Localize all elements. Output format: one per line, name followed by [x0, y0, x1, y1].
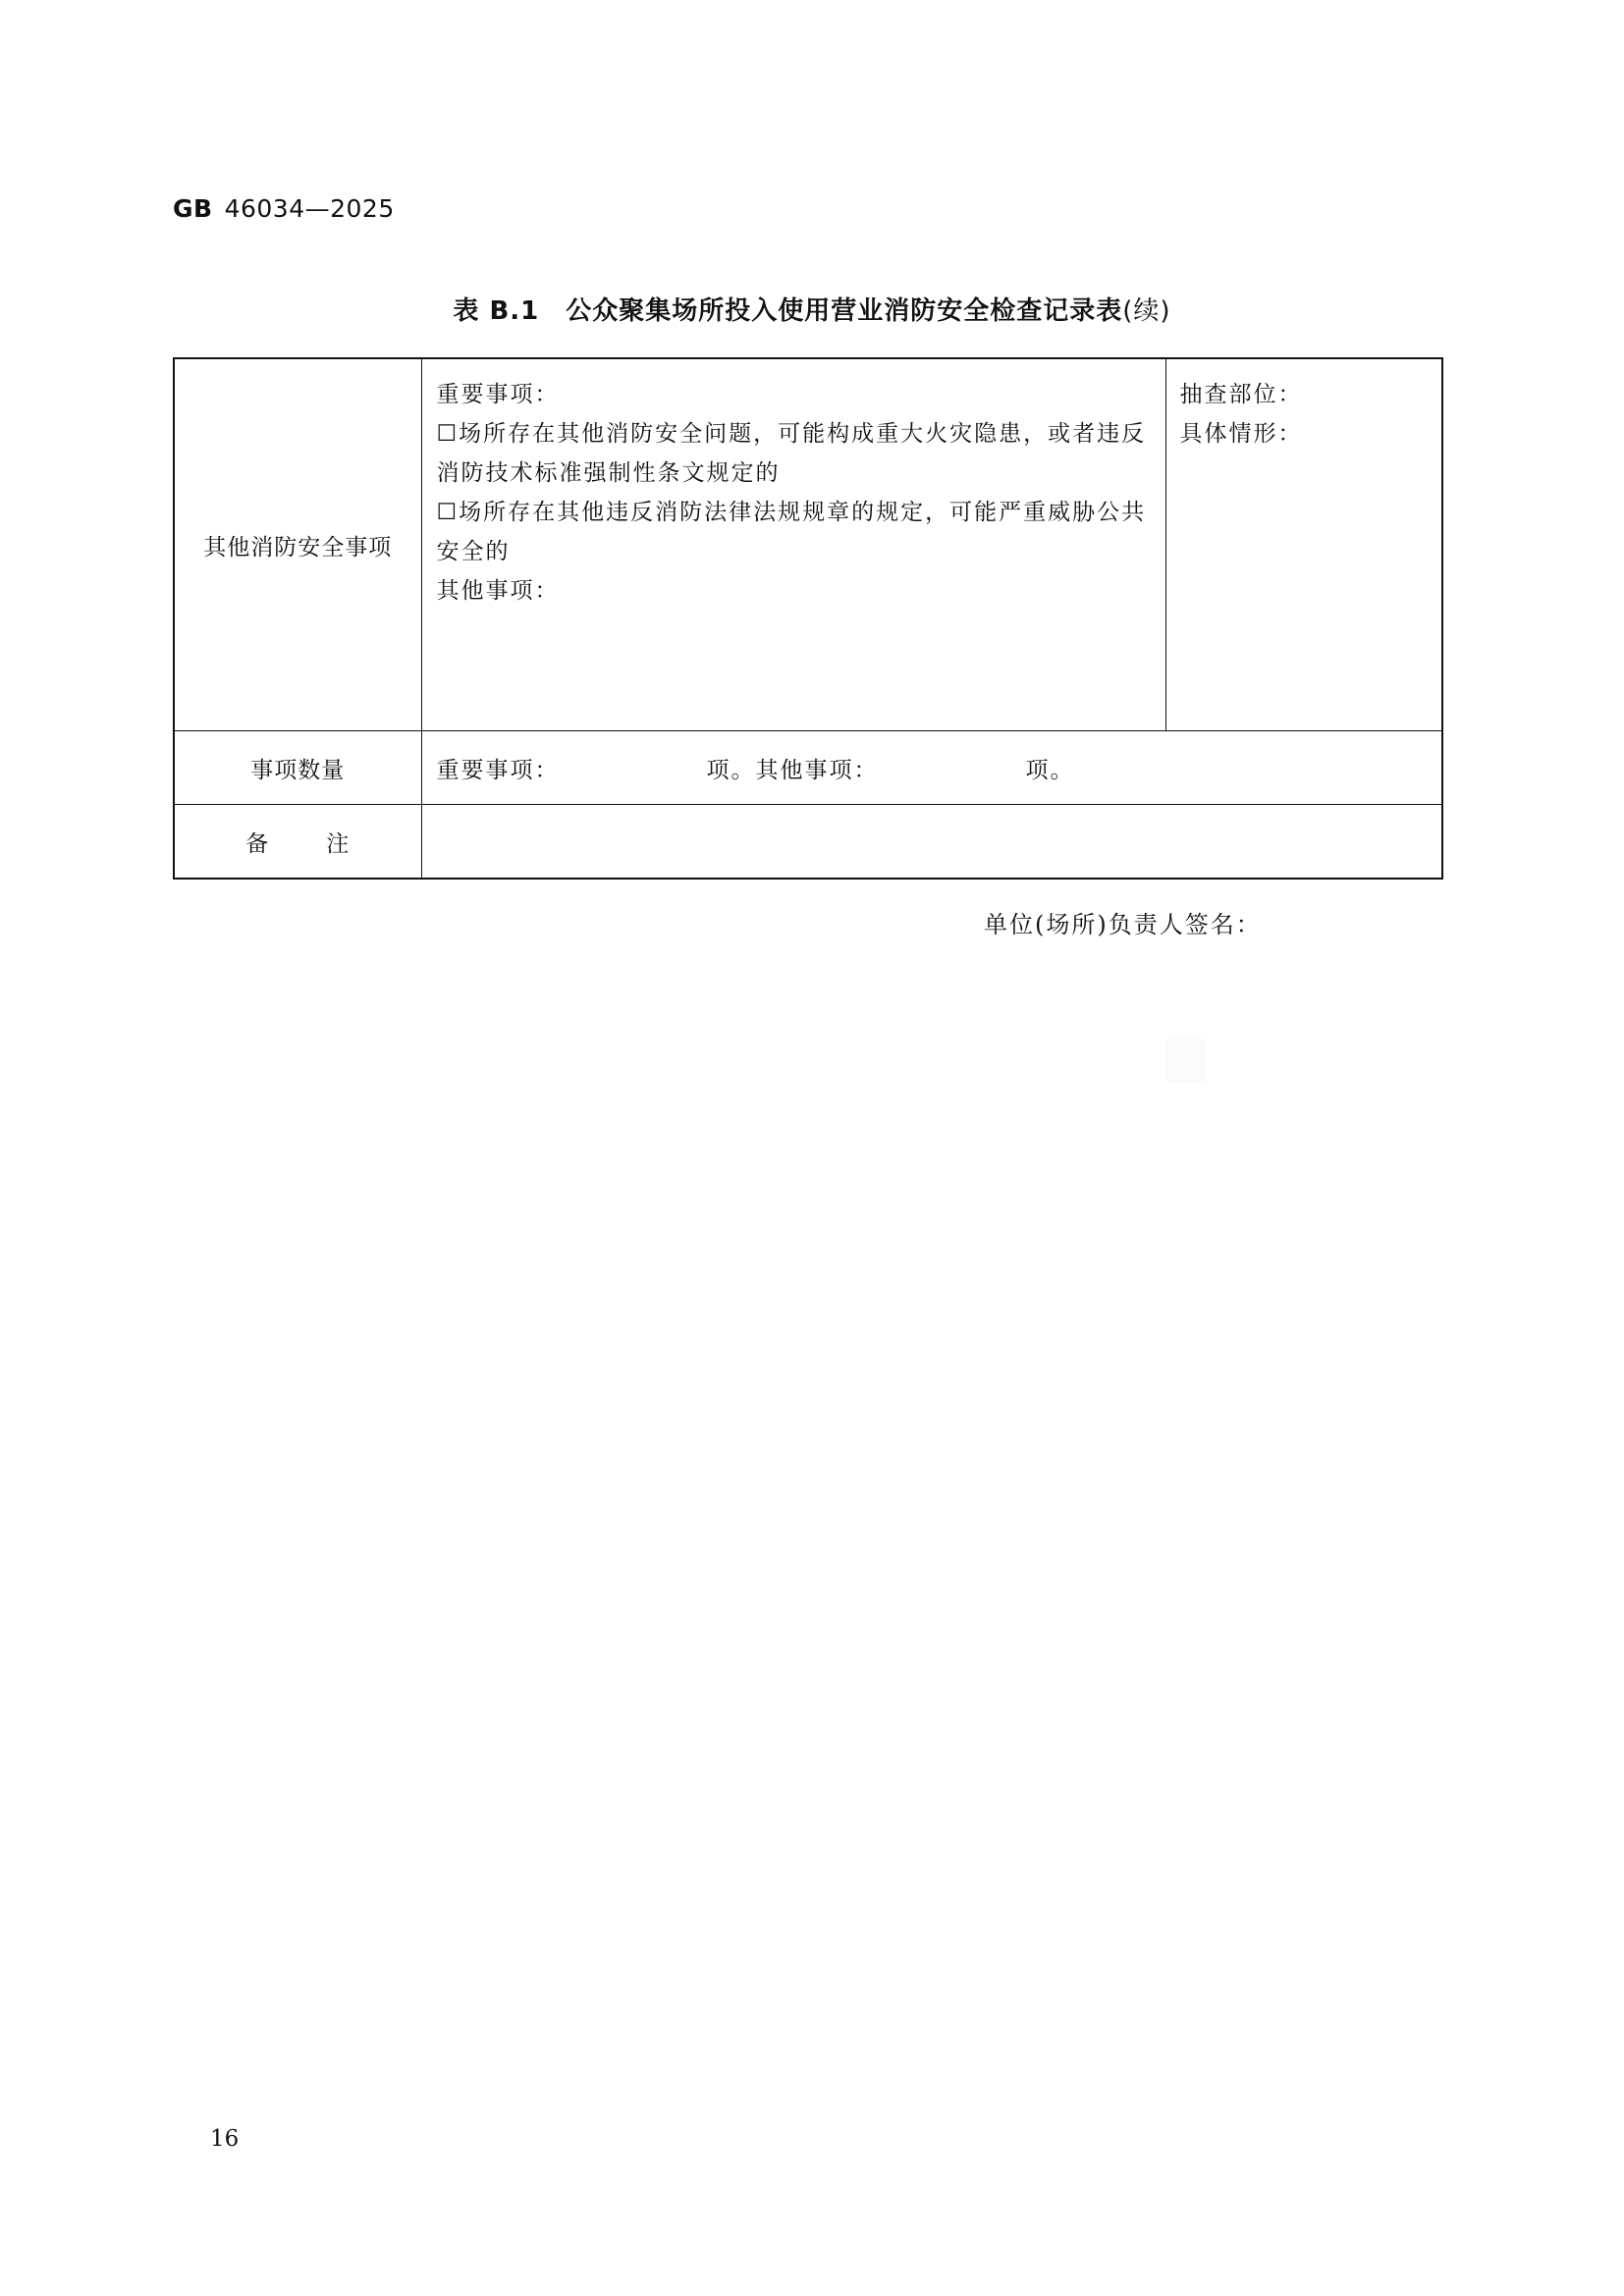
other-matters-content [421, 358, 1165, 731]
scan-artifact [1166, 1039, 1206, 1082]
count-content[interactable] [421, 731, 1442, 805]
content-line: 重要事项： [436, 382, 560, 407]
standard-prefix: GB [173, 194, 213, 223]
signature-label: 单位(场所)负责人签名： [984, 911, 1262, 938]
table-title-continued: (续) [1122, 296, 1171, 326]
content-line: 消防技术标准强制性条文规定的 [436, 460, 781, 486]
standard-number: 46034—2025 [224, 194, 395, 223]
content-line: 其他事项： [436, 578, 560, 604]
standard-header [173, 194, 395, 223]
table-title-main: 表 B.1 公众聚集场所投入使用营业消防安全检查记录表 [453, 296, 1123, 326]
remark-label [174, 805, 421, 880]
spot-check-location-label: 抽查部位： [1179, 382, 1303, 407]
other-count-label: 其他事项： [755, 757, 879, 783]
spot-check-cell[interactable] [1165, 358, 1442, 731]
remark-field[interactable] [421, 805, 1442, 880]
other-count-unit: 项。 [1025, 757, 1075, 783]
content-line: 安全的 [436, 539, 511, 564]
page-number: 16 [210, 2126, 240, 2152]
checkbox-line[interactable]: ☐场所存在其他违反消防法律法规规章的规定，可能严重威胁公共 [436, 500, 1147, 525]
important-count-label: 重要事项： [436, 757, 560, 783]
count-label: 事项数量 [174, 731, 421, 805]
inspection-record-table [173, 357, 1443, 880]
other-matters-label: 其他消防安全事项 [174, 358, 421, 731]
table-row-count [174, 731, 1442, 805]
table-title [0, 291, 1624, 327]
table-row-remark [174, 805, 1442, 880]
important-count-unit: 项。 [706, 757, 756, 783]
table-row-other-matters [174, 358, 1442, 731]
checkbox-line[interactable]: ☐场所存在其他消防安全问题，可能构成重大火灾隐患，或者违反 [436, 421, 1147, 447]
remark-label-part1: 备 [245, 830, 270, 857]
remark-label-part2: 注 [326, 830, 351, 857]
specific-situation-label: 具体情形： [1179, 421, 1303, 447]
